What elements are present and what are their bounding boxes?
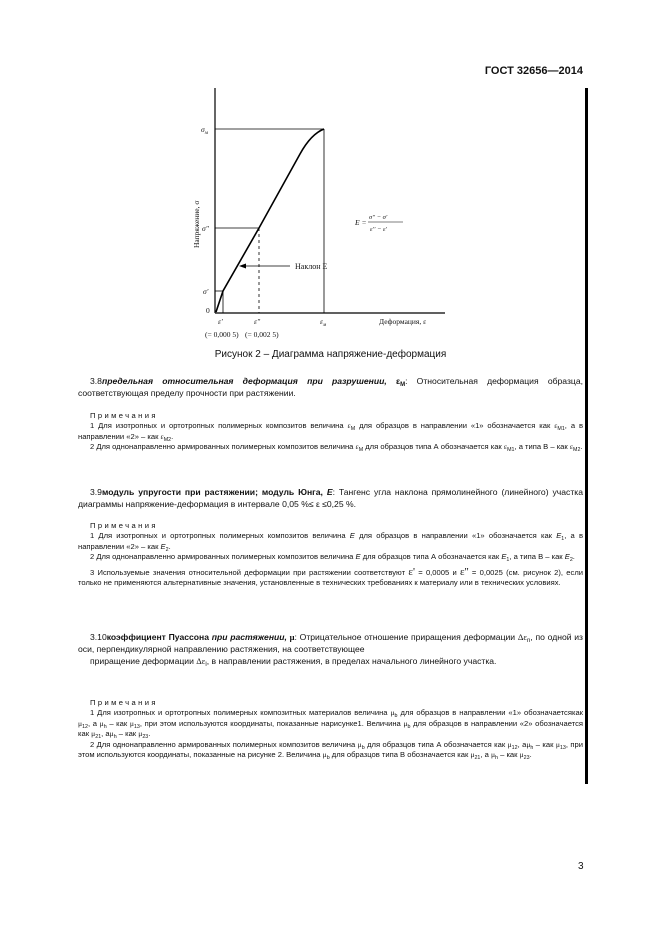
notes-heading: Примечания bbox=[90, 411, 158, 420]
formula-denominator: ε'' − ε' bbox=[370, 226, 387, 233]
notes-3-8: Примечания 1 Для изотропных и ортотропных полимерных композитов величина $\varepsilon_M$ для образцов в направлении «1» обозначается как $\varepsilon_{M1}$, а в направлении «2» – как $\varepsilon_{M2}$. 2 Для однонаправленно армированных полимерных композитов величина $\varepsilon_M$ для образцов типа А обозначается как $\varepsilon_{M1}$, а типа В – как $\varepsilon_{M2}$. bbox=[78, 411, 583, 454]
eps-1-label: ε' bbox=[218, 317, 223, 326]
eps-2-label: ε'' bbox=[254, 317, 261, 326]
eps-m-label: $\varepsilon_м$ bbox=[320, 317, 327, 328]
notes-heading: Примечания bbox=[90, 521, 158, 530]
formula-numerator: σ'' − σ' bbox=[369, 214, 388, 221]
section-3-9: 3.9модуль упругости при растяжении; модуль Юнга, E: Тангенс угла наклона прямолинейного (линейного) участка диаграммы напряжение-деформация в интервале 0,05 %≤ ε ≤0,25 %. bbox=[78, 487, 583, 510]
page-number: 3 bbox=[578, 861, 584, 872]
sigma-m-label: $\sigma_м$ bbox=[201, 125, 208, 136]
notes-heading: Примечания bbox=[90, 698, 158, 707]
slope-label: Наклон E bbox=[295, 262, 328, 271]
stress-strain-curve bbox=[216, 129, 324, 312]
figure-caption: Рисунок 2 – Диаграмма напряжение-деформация bbox=[214, 349, 447, 360]
eps-2-value: (= 0,002 5) bbox=[245, 330, 279, 339]
stress-strain-diagram bbox=[0, 0, 661, 345]
origin-label: 0 bbox=[206, 306, 210, 315]
eps-1-value: (= 0,000 5) bbox=[205, 330, 239, 339]
section-3-10: 3.10коэффициент Пуассона при растяжении, μ: Отрицательное отношение приращения деформации $\Delta\varepsilon_n$, по одной из оси, перпендикулярной направлению растяжения, на соответствующее приращение деформации $\Delta\varepsilon_l$, в направлении растяжения, в пределах начального линейного участка. bbox=[78, 632, 584, 669]
notes-3-10: Примечания 1 Для изотропных и ортотропных полимерных композитных материалов величина $\mu_b$ для образцов в направлении «1» обозначаетсякак $\mu_{12}$, а $\mu_h$ – как $\mu_{13}$, при этом используются координаты, показанные нарисунке1. Величина $\mu_b$ для образцов в направлении «2» обозначается как $\mu_{21}$, $а\mu_h$ – как $\mu_{23}$. 2 Для однонаправленно армированных полимерных композитов величина $\mu_b$ для образцов типа А обозначается как $\mu_{12}$, $а\mu_h$ – как $\mu_{13}$, при этом используются координаты, показанные на рисунке 2. Величина $\mu_b$ для образцов типа В обозначается как $\mu_{21}$, а $\mu_h$ – как $\mu_{23}$. bbox=[78, 698, 583, 762]
section-3-8: 3.8предельная относительная деформация при разрушении, $\varepsilon_M$: Относительная деформация образца, соответствующая пределу прочности при растяжении. bbox=[78, 376, 584, 399]
notes-3-9: Примечания 1 Для изотропных и ортотропных полимерных композитов величина E для образцов в направлении «1» обозначается как $E_1$, а в направлении «2» – как $E_2$. 2 Для однонаправленно армированных полимерных композитов величина E для образцов типа А обозначается как $E_1$, а типа В – как $E_2$. 3 Используемые значения относительной деформации при растяжении соответствуют ε' = 0,0005 и ε'' = 0,0025 (см. рисунок 2), если только не применяются альтернативные значения, установленные в технических требованиях к материалу или в технических условиях. bbox=[78, 521, 584, 588]
formula-lhs: E = bbox=[355, 218, 367, 227]
standard-code: ГОСТ 32656—2014 bbox=[484, 65, 583, 77]
sigma-1-label: σ' bbox=[203, 287, 209, 296]
slope-arrowhead bbox=[239, 264, 246, 269]
sigma-2-label: σ'' bbox=[202, 224, 209, 233]
y-axis-label: Напряжение, σ bbox=[192, 200, 201, 248]
x-axis-label: Деформация, ε bbox=[379, 317, 427, 326]
